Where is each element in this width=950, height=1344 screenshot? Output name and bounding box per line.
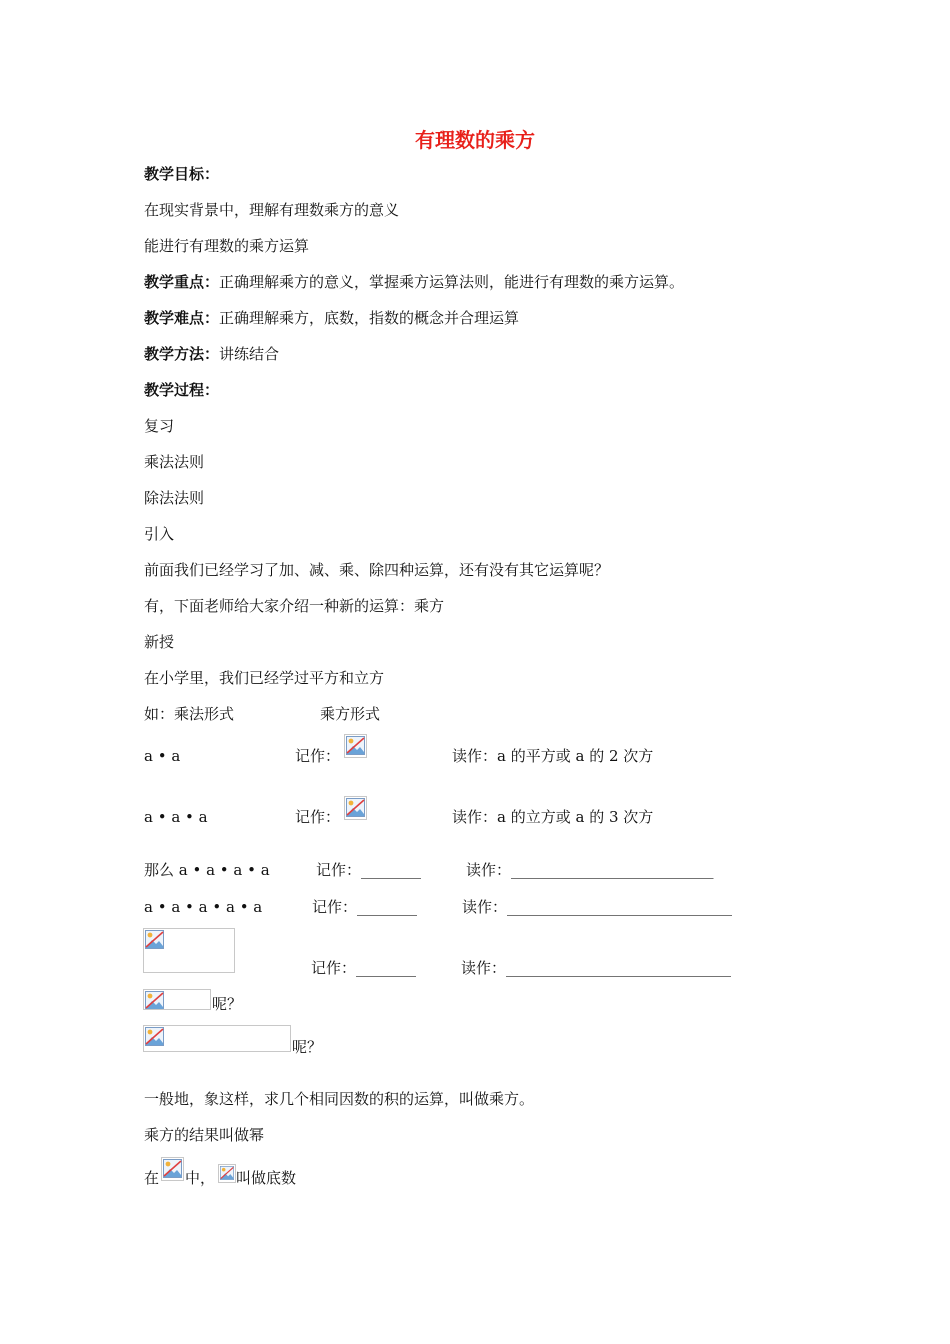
- row2-read: 读作：a 的立方或 a 的 3 次方: [452, 808, 654, 826]
- row4-write: 记作：________: [312, 898, 418, 916]
- broken-image-icon: [161, 1157, 184, 1181]
- div-rule: 除法法则: [144, 489, 205, 507]
- process-label: 教学过程：: [144, 381, 220, 399]
- key-label: 教学重点：: [144, 273, 220, 291]
- method-text: 讲练结合: [219, 345, 280, 363]
- review-heading: 复习: [144, 417, 175, 435]
- intro-answer: 有，下面老师给大家介绍一种新的运算：乘方: [144, 597, 445, 615]
- goal-1: 在现实背景中，理解有理数乘方的意义: [144, 201, 400, 219]
- row4-read: 读作：______________________________: [462, 898, 733, 916]
- difficulty: [144, 308, 519, 328]
- broken-image-icon: [143, 1025, 291, 1052]
- broken-image-icon: [344, 734, 367, 758]
- method-label: 教学方法：: [144, 345, 220, 363]
- general-definition: 一般地，象这样，求几个相同因数的积的运算，叫做乘方。: [144, 1090, 535, 1108]
- primary-text: 在小学里，我们已经学过平方和立方: [144, 669, 385, 687]
- page-title: 有理数的乘方: [415, 128, 535, 152]
- intro-question: 前面我们已经学习了加、减、乘、除四种运算，还有没有其它运算呢？: [144, 561, 610, 579]
- goals-label: 教学目标：: [144, 165, 220, 183]
- broken-image-icon: [143, 928, 235, 973]
- row2-write-label: 记作：: [295, 808, 341, 826]
- broken-image-icon: [344, 796, 367, 820]
- new-lesson-heading: 新授: [144, 633, 175, 651]
- base-zhong: 中，: [185, 1169, 216, 1187]
- row4-expression: a • a • a • a • a: [144, 898, 263, 916]
- row3-write: 记作：________: [316, 861, 422, 879]
- base-zai: 在: [144, 1169, 160, 1187]
- ne-2: 呢？: [292, 1038, 323, 1056]
- goal-2: 能进行有理数的乘方运算: [144, 237, 310, 255]
- row5-write: 记作：________: [311, 959, 417, 977]
- key-text: 正确理解乘方的意义，掌握乘方运算法则，能进行有理数的乘方运算。: [219, 273, 685, 291]
- broken-image-icon: [143, 989, 211, 1010]
- row5-read: 读作：______________________________: [461, 959, 732, 977]
- difficulty-text: 正确理解乘方，底数，指数的概念并合理运算: [219, 309, 520, 327]
- example-head-power: 乘方形式: [320, 705, 381, 723]
- row3-read: 读作：___________________________: [466, 861, 714, 879]
- row3-expression: 那么 a • a • a • a: [144, 861, 270, 879]
- base-text: 叫做底数: [236, 1169, 297, 1187]
- difficulty-label: 教学难点：: [144, 309, 220, 327]
- row1-read: 读作：a 的平方或 a 的 2 次方: [452, 747, 654, 765]
- ne-1: 呢？: [212, 995, 243, 1013]
- mult-rule: 乘法法则: [144, 453, 205, 471]
- method: [144, 344, 279, 364]
- broken-image-icon: [218, 1164, 236, 1183]
- example-head-mult: 如：乘法形式: [144, 705, 235, 723]
- row1-expression: a • a: [144, 747, 181, 765]
- intro-heading: 引入: [144, 525, 175, 543]
- power-definition: 乘方的结果叫做幂: [144, 1126, 265, 1144]
- key-points: [144, 272, 684, 292]
- row1-write-label: 记作：: [295, 747, 341, 765]
- row2-expression: a • a • a: [144, 808, 208, 826]
